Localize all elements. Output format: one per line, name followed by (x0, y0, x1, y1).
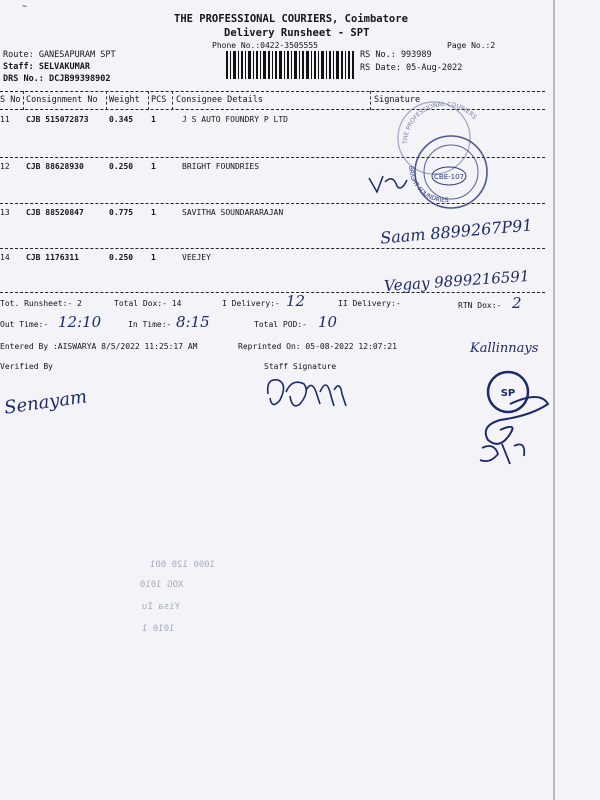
phone-number: Phone No.:0422-3505555 (212, 41, 318, 50)
verified-by-signature: Senayam (2, 386, 89, 419)
row-pcs: 1 (151, 253, 156, 262)
signature-scribble (367, 172, 427, 196)
table-top-rule (0, 91, 545, 92)
tot-runsheet: Tot. Runsheet:- 2 (0, 299, 82, 308)
row-weight: 0.250 (109, 162, 134, 171)
total-pod-label: Total POD:- (254, 320, 307, 329)
i-delivery-label: I Delivery:- (222, 299, 280, 308)
stamp-outer-text: THE PROFESSIONAL COURIERS (401, 100, 478, 145)
document-title: Delivery Runsheet - SPT (224, 27, 370, 39)
verified-by-label: Verified By (0, 362, 53, 371)
barcode (226, 51, 354, 79)
staff-signature-graphic (262, 370, 352, 414)
row-sno: 11 (0, 115, 10, 124)
side-stamp-graphic (470, 360, 555, 475)
entered-by: Entered By :AISWARYA 8/5/2022 11:25:17 AM (0, 342, 198, 351)
row-weight: 0.250 (109, 253, 134, 262)
total-pod-value: 10 (318, 313, 338, 331)
row-consignee: VEEJEY (182, 253, 211, 262)
row-pcs: 1 (151, 115, 156, 124)
rs-number: RS No.: 993989 (360, 50, 432, 60)
row-sno: 12 (0, 162, 10, 171)
bleed-through-text: Yisa Iu (142, 602, 180, 612)
col-header-weight: Weight (109, 95, 140, 105)
out-time-value: 12:10 (58, 313, 102, 331)
col-divider (23, 91, 24, 110)
row-pcs: 1 (151, 208, 156, 217)
row-weight: 0.775 (109, 208, 134, 217)
stamp-center-text: CBE-107 (434, 173, 464, 181)
signature-row-4: Vegay 9899216591 (383, 266, 531, 296)
row-rule (0, 248, 545, 249)
table-bottom-rule (0, 292, 545, 293)
col-header-consignment: Consignment No (26, 95, 98, 105)
reprinted-on: Reprinted On: 05-08-2022 12:07:21 (238, 342, 397, 351)
bleed-through-text: XOG 1010 (140, 580, 184, 590)
row-consignee: J S AUTO FOUNDRY P LTD (182, 115, 288, 124)
col-header-pcs: PCS (151, 95, 167, 105)
staff-name: Staff: SELVAKUMAR (3, 62, 90, 72)
company-name: THE PROFESSIONAL COURIERS, Coimbatore (174, 13, 408, 25)
rtn-dox-label: RTN Dox:- (458, 301, 502, 310)
staff-signature-label: Staff Signature (264, 362, 337, 371)
barcode-graphic (226, 51, 354, 79)
row-consignment: CJB 515072873 (26, 115, 89, 124)
row-sno: 14 (0, 253, 10, 262)
route-label: Route: GANESAPURAM SPT (3, 50, 116, 60)
total-dox: Total Dox:- 14 (114, 299, 182, 308)
corner-mark: ~ (22, 2, 28, 12)
row-pcs: 1 (151, 162, 156, 171)
col-header-sno: S No (0, 95, 21, 105)
row-consignment: CJB 88520847 (26, 208, 84, 217)
signature-row-3: Saam 8899267P91 (379, 215, 534, 248)
rtn-dox-value: 2 (512, 294, 522, 312)
col-divider (172, 91, 173, 110)
row-sno: 13 (0, 208, 10, 217)
bleed-through-text: 1000 120 001 (150, 560, 216, 570)
col-divider (148, 91, 149, 110)
signature-row-2 (367, 172, 427, 196)
drs-number: DRS No.: DCJB99398902 (3, 74, 111, 84)
row-consignee: BRIGHT FOUNDRIES (182, 162, 260, 171)
side-stamp-scribble (470, 360, 555, 475)
stamp-bottom-text: BRIGHT FOUNDRIES (406, 165, 449, 205)
bleed-through-text: 1010 1 (142, 624, 175, 634)
row-consignee: SAVITHA SOUNDARARAJAN (182, 208, 284, 217)
svg-text:SP: SP (500, 388, 516, 399)
rs-date: RS Date: 05-Aug-2022 (360, 63, 463, 73)
i-delivery-value: 12 (286, 292, 306, 310)
in-time-label: In Time:- (128, 320, 172, 329)
col-header-signature: Signature (374, 95, 421, 105)
in-time-value: 8:15 (176, 313, 210, 331)
row-consignment: CJB 88628930 (26, 162, 84, 171)
row-consignment: CJB 1176311 (26, 253, 79, 262)
row-weight: 0.345 (109, 115, 134, 124)
page-number: Page No.:2 (447, 41, 496, 50)
staff-signature (262, 370, 352, 414)
top-right-scribble: Kallinnays (470, 341, 539, 356)
col-header-consignee: Consignee Details (176, 95, 263, 105)
out-time-label: Out Time:- (0, 320, 49, 329)
col-divider (106, 91, 107, 110)
col-divider (370, 91, 371, 110)
ii-delivery-label: II Delivery:- (338, 299, 401, 308)
